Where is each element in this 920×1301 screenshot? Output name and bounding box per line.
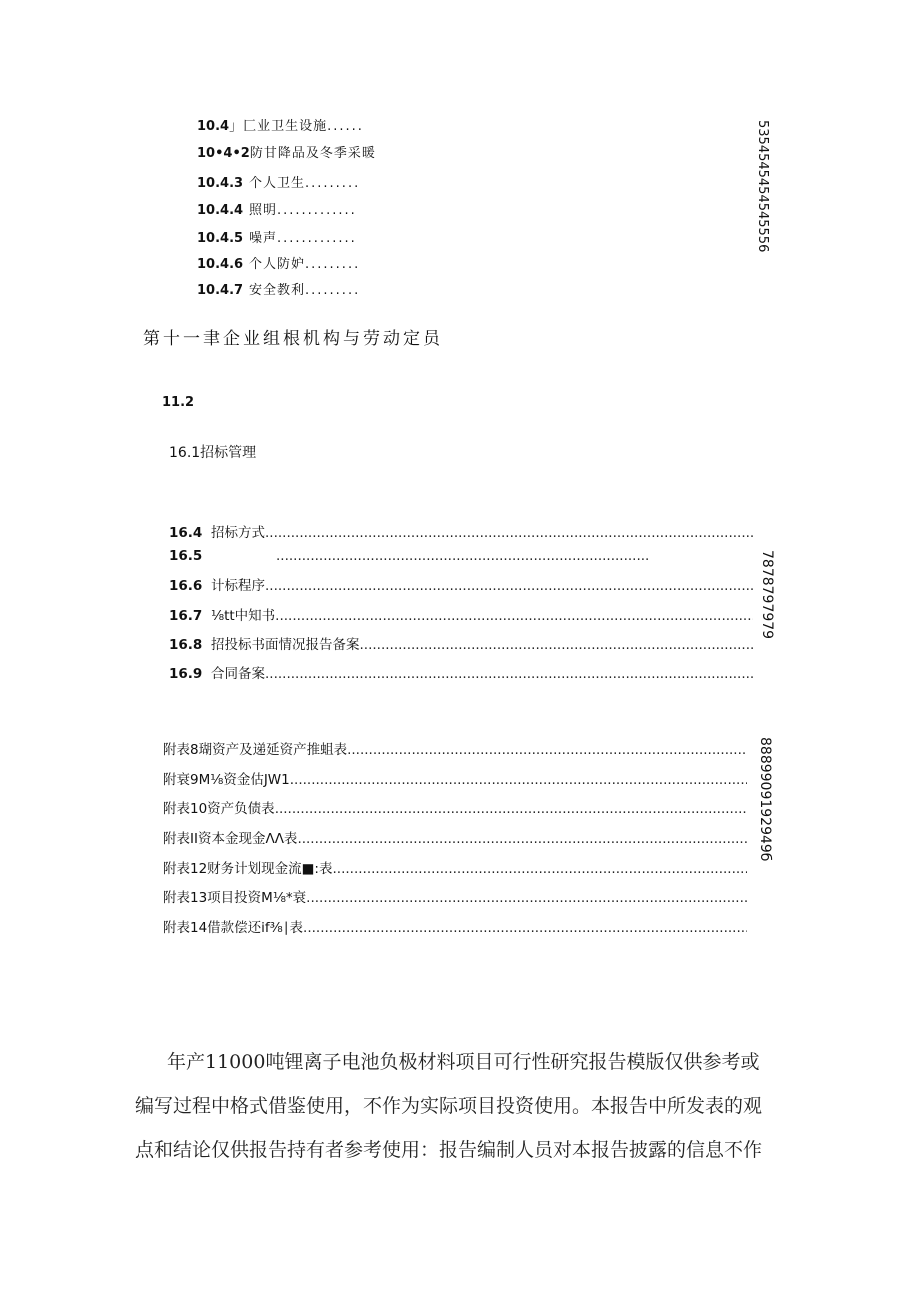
- toc-entry[interactable]: [197, 176, 360, 192]
- toc-entry-leader: [265, 666, 753, 682]
- toc-entry-title: 计标程序: [211, 578, 265, 594]
- toc-entry-title: 招投标书面情况报告备案: [211, 637, 360, 653]
- toc-entry-title: ⅛tt中知书: [211, 608, 276, 624]
- toc-entry-leader: .........: [305, 176, 361, 191]
- toc-entry-leader: [265, 525, 753, 541]
- toc-entry-leader: [294, 772, 747, 788]
- toc-entry-title: 附表13项目投资M⅛*衰: [163, 890, 307, 906]
- toc-entry[interactable]: [163, 886, 747, 906]
- toc-entry-title: 安全教利: [249, 283, 306, 298]
- toc-entry-leader: [297, 831, 747, 847]
- toc-entry-leader: [303, 920, 747, 936]
- toc-entry[interactable]: [163, 857, 747, 877]
- toc-entry-leader: [275, 608, 753, 624]
- disclaimer-line: 编写过程中格式借鉴使用，不作为实际项目投资使用。本报告中所发表的观: [135, 1095, 763, 1117]
- toc-entry-title: 附表14借款偿还if⅜∣表: [163, 920, 304, 936]
- toc-entry-number: 16.4: [169, 525, 203, 541]
- toc-entry-number: 10.4.4: [197, 203, 244, 218]
- toc-entry[interactable]: [169, 662, 753, 682]
- toc-entry-title: 附表12财务计划现金流■:表: [163, 861, 333, 877]
- toc-entry-leader: .............: [277, 231, 357, 246]
- toc-entry[interactable]: [197, 257, 360, 273]
- toc-entry-title: 」匚业卫生设施: [229, 119, 328, 134]
- toc-entry-title: 防甘降品及冬季采暖: [249, 146, 376, 161]
- toc-entry-number: 16.8: [169, 637, 203, 653]
- page-numbers-column: 5354545454545556: [755, 120, 770, 253]
- toc-entry[interactable]: [197, 146, 376, 162]
- disclaimer-paragraph: [135, 1040, 795, 1172]
- toc-entry-title: 附表II资本金现金ΛΛ表: [163, 831, 298, 847]
- toc-entry-title: 噪声: [249, 231, 278, 246]
- toc-entry-leader: [265, 578, 753, 594]
- toc-entry-number: 10.4.5: [197, 231, 244, 246]
- toc-entry-title: 合同备案: [211, 666, 265, 682]
- toc-entry-leader: [360, 637, 754, 653]
- toc-entry-number: 10.4: [197, 119, 230, 134]
- toc-entry-leader: ......: [327, 119, 364, 134]
- toc-entry-number: 10.4.3: [197, 176, 244, 191]
- toc-entry[interactable]: [197, 119, 364, 135]
- toc-entry-leader: [306, 890, 747, 906]
- toc-entry-title: 附衰9M⅛资金估JW1.: [163, 772, 295, 788]
- toc-entry-leader: [332, 861, 747, 877]
- toc-entry[interactable]: [163, 768, 747, 788]
- toc-entry-title: 照明: [249, 203, 278, 218]
- page-numbers-column: 7878797979: [759, 550, 775, 640]
- toc-entry-leader: [347, 742, 747, 758]
- toc-entry-number: 10.4.6: [197, 257, 244, 272]
- toc-entry[interactable]: [197, 203, 357, 219]
- toc-entry[interactable]: [197, 283, 360, 299]
- toc-entry[interactable]: [163, 738, 747, 758]
- toc-entry-number: 16.6: [169, 578, 203, 594]
- toc-entry-leader: [275, 801, 747, 817]
- toc-entry-title: 招标方式: [211, 525, 265, 541]
- toc-entry[interactable]: [169, 633, 753, 653]
- page-numbers-column: 8889909192949б: [757, 737, 773, 862]
- disclaimer-line: 点和结论仅供报告持有者参考使用：报告编制人员对本报告披露的信息不作: [135, 1139, 763, 1161]
- toc-entry[interactable]: [169, 604, 753, 624]
- toc-entry[interactable]: [169, 548, 649, 564]
- toc-entry-leader: .........: [305, 257, 361, 272]
- toc-entry-number: 16.7: [169, 608, 203, 624]
- toc-entry[interactable]: [163, 827, 747, 847]
- toc-entry[interactable]: [169, 521, 753, 541]
- toc-entry[interactable]: [169, 574, 753, 594]
- section-title: 16.1招标管理: [169, 445, 257, 461]
- toc-entry[interactable]: [163, 797, 747, 817]
- section-number: 11.2: [162, 395, 195, 410]
- toc-entry-number: 10•4•2: [197, 146, 250, 161]
- toc-entry-leader: .............: [277, 203, 357, 218]
- toc-entry-leader: [276, 548, 649, 564]
- toc-entry-title: 附表10资产负债表: [163, 801, 275, 817]
- toc-entry-leader: .........: [305, 283, 361, 298]
- toc-entry[interactable]: [163, 916, 747, 936]
- toc-entry[interactable]: [197, 231, 357, 247]
- toc-entry-number: 10.4.7: [197, 283, 244, 298]
- toc-entry-number: 16.9: [169, 666, 203, 682]
- toc-entry-title: 个人防妒: [249, 257, 306, 272]
- toc-entry-title: 附表8瑚资产及递延资产推蛆表: [163, 742, 348, 758]
- toc-entry-title: 个人卫生: [249, 176, 306, 191]
- chapter-title: 第十一聿企业组根机构与劳动定员: [143, 329, 443, 349]
- toc-entry-number: 16.5: [169, 548, 203, 564]
- disclaimer-line: 年产11000吨锂离子电池负极材料项目可行性研究报告模版仅供参考或: [167, 1051, 760, 1073]
